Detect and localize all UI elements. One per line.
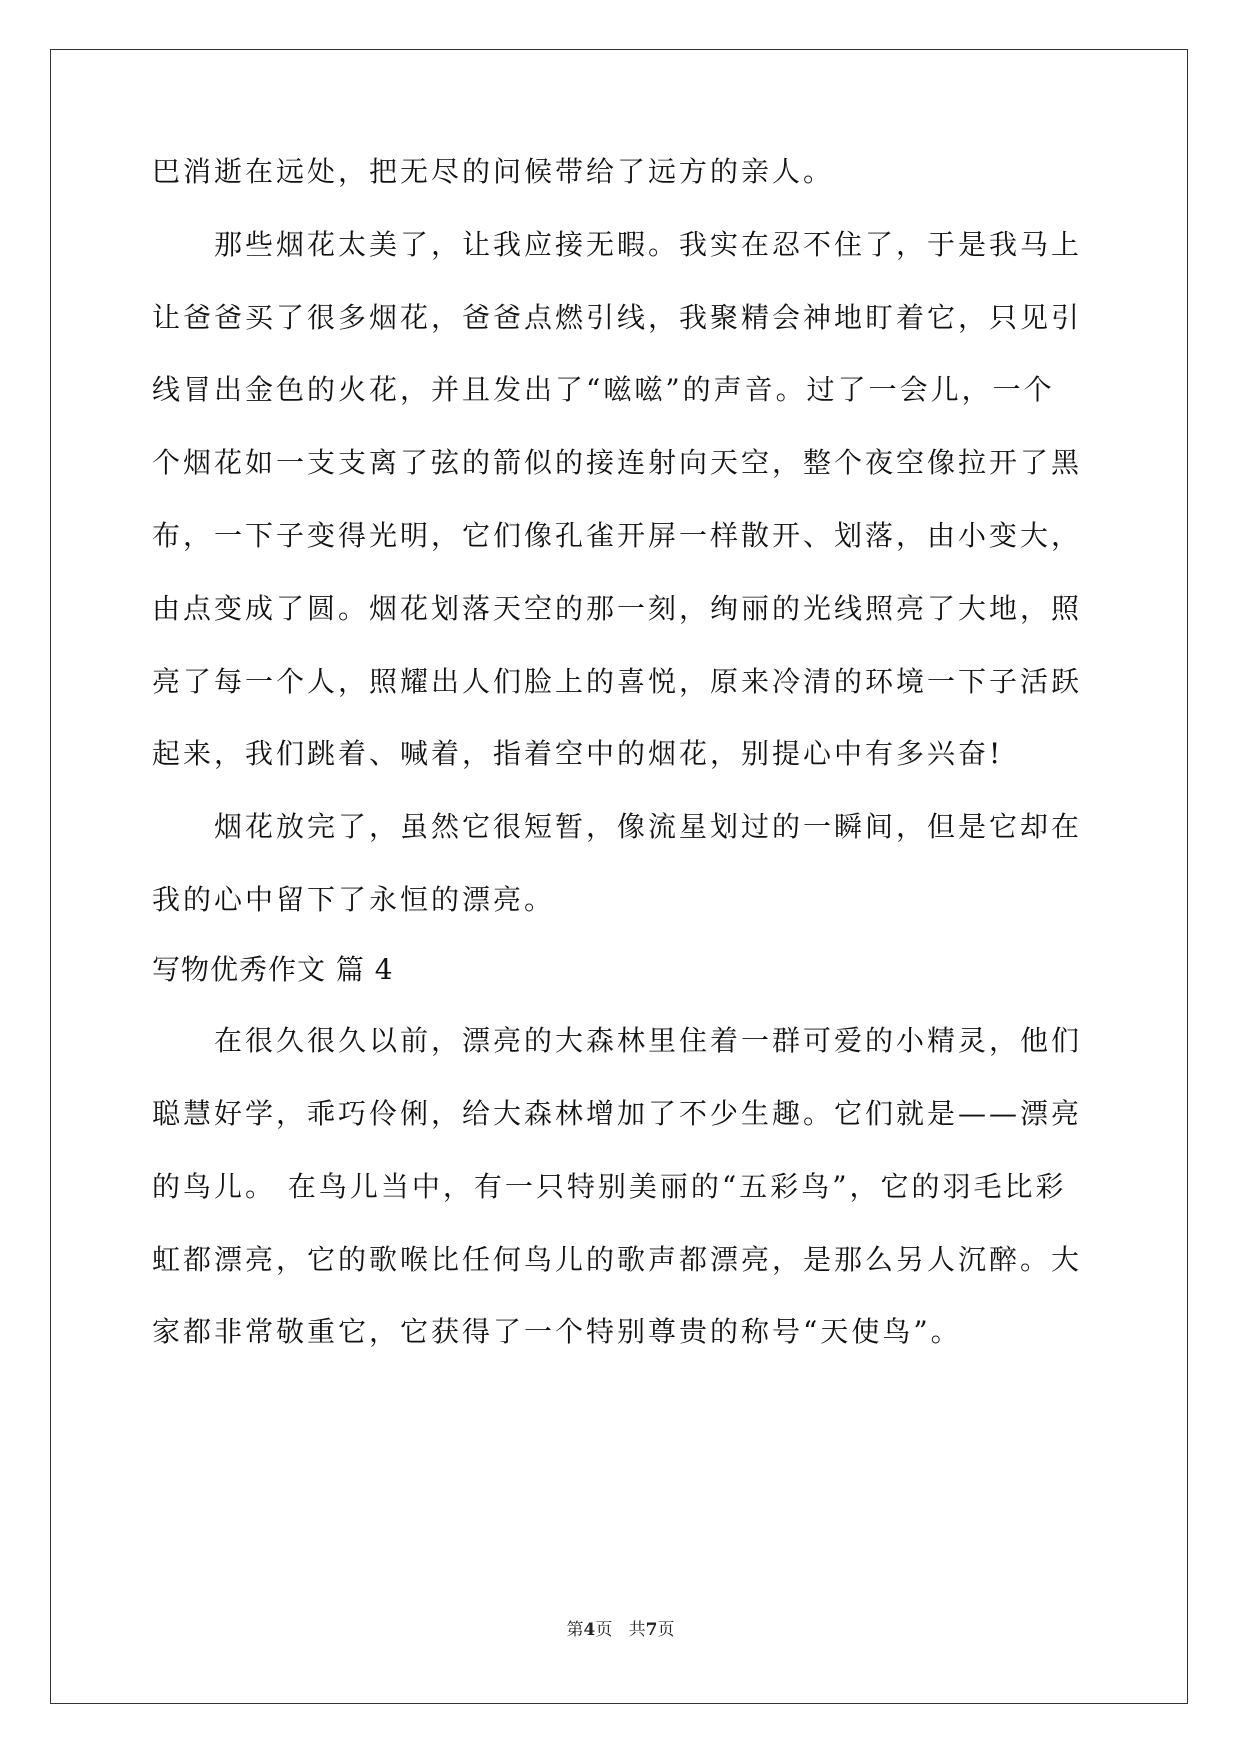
text-line: 由点变成了圆。烟花划落天空的那一刻，绚丽的光线照亮了大地，照 xyxy=(152,592,1083,625)
text-line: 虹都漂亮，它的歌喉比任何鸟儿的歌声都漂亮，是那么另人沉醉。大 xyxy=(152,1243,1083,1276)
text-line: 巴消逝在远处，把无尽的问候带给了远方的亲人。 xyxy=(152,155,835,188)
paragraph-start: 那些烟花太美了，让我应接无暇。我实在忍不住了，于是我马上 xyxy=(214,228,1083,261)
total-pages-number: 7 xyxy=(645,1620,658,1640)
text-line: 布，一下子变得光明，它们像孔雀开屏一样散开、划落，由小变大， xyxy=(152,519,1083,552)
section-heading: 写物优秀作文 篇 4 xyxy=(152,953,394,986)
page-footer xyxy=(0,1618,1241,1642)
footer-suffix: 页 xyxy=(657,1620,675,1640)
text-line: 线冒出金色的火花，并且发出了“嗞嗞”的声音。过了一会儿，一个 xyxy=(152,373,1055,406)
text-line: 个烟花如一支支离了弦的箭似的接连射向天空，整个夜空像拉开了黑 xyxy=(152,446,1083,479)
text-line: 的鸟儿。 在鸟儿当中，有一只特别美丽的“五彩鸟”，它的羽毛比彩 xyxy=(152,1170,1067,1203)
text-line: 亮了每一个人，照耀出人们脸上的喜悦，原来冷清的环境一下子活跃 xyxy=(152,665,1083,698)
text-line: 家都非常敬重它，它获得了一个特别尊贵的称号“天使鸟”。 xyxy=(152,1315,962,1348)
footer-mid: 页 共 xyxy=(595,1620,646,1640)
paragraph-start: 烟花放完了，虽然它很短暂，像流星划过的一瞬间，但是它却在 xyxy=(214,810,1083,843)
text-line: 起来，我们跳着、喊着，指着空中的烟花，别提心中有多兴奋! xyxy=(152,737,1004,770)
footer-prefix: 第 xyxy=(566,1620,584,1640)
paragraph-start: 在很久很久以前，漂亮的大森林里住着一群可爱的小精灵，他们 xyxy=(214,1024,1083,1057)
text-line: 我的心中留下了永恒的漂亮。 xyxy=(152,883,556,916)
current-page-number: 4 xyxy=(583,1620,596,1640)
text-line: 让爸爸买了很多烟花，爸爸点燃引线，我聚精会神地盯着它，只见引 xyxy=(152,301,1083,334)
text-line: 聪慧好学，乖巧伶俐，给大森林增加了不少生趣。它们就是——漂亮 xyxy=(152,1097,1083,1130)
